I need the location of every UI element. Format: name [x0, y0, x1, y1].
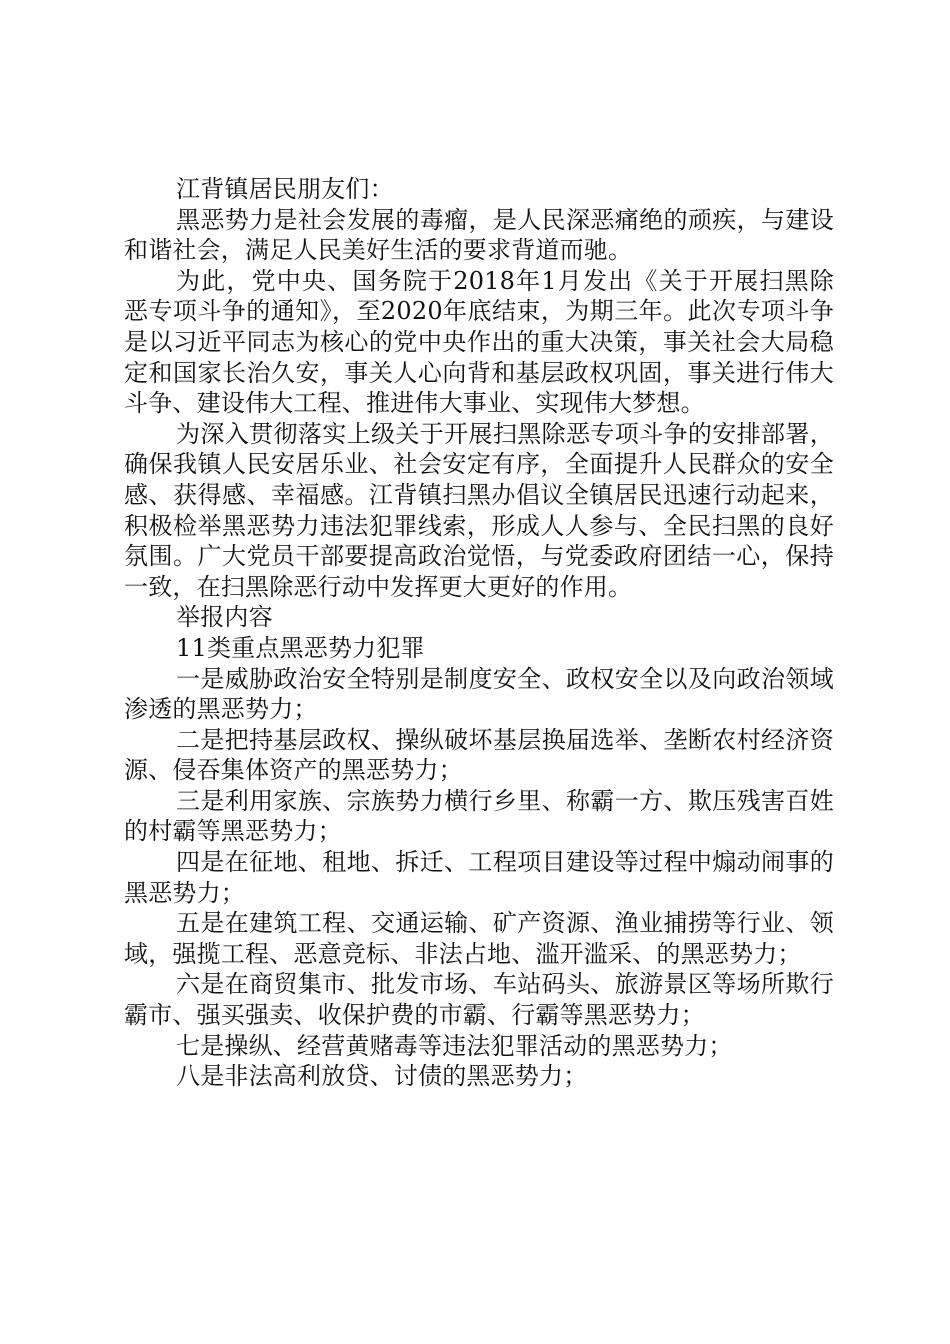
list-item: 三是利用家族、宗族势力横行乡里、称霸一方、欺压残害百姓的村霸等黑恶势力； — [124, 786, 834, 846]
category-heading: 11类重点黑恶势力犯罪 — [176, 633, 425, 662]
list-item: 七是操纵、经营黄赌毒等违法犯罪活动的黑恶势力； — [176, 1031, 733, 1060]
list-item: 八是非法高利放贷、讨债的黑恶势力； — [176, 1062, 588, 1091]
paragraph-1: 黑恶势力是社会发展的毒瘤，是人民深恶痛绝的顽疾，与建设和谐社会，满足人民美好生活的要求背道而驰。 — [124, 205, 834, 265]
list-item: 五是在建筑工程、交通运输、矿产资源、渔业捕捞等行业、领域，强揽工程、恶意竞标、非法占地、滥开滥采、的黑恶势力； — [124, 909, 834, 968]
list-item: 一是威胁政治安全特别是制度安全、政权安全以及向政治领域渗透的黑恶势力； — [124, 664, 834, 724]
report-heading: 举报内容 — [176, 603, 273, 632]
paragraph-3: 为深入贯彻落实上级关于开展扫黑除恶专项斗争的安排部署，确保我镇人民安居乐业、社会安定有序，全面提升人民群众的安全感、获得感、幸福感。江背镇扫黑办倡议全镇居民迅速行动起来，积极检举黑恶势力违法犯罪线索，形成人人参与、全民扫黑的良好氛围。广大党员干部要提高政治觉悟，与党委政府团结一心，保持一致，在扫黑除恶行动中发挥更大更好的作用。 — [124, 419, 834, 601]
list-item: 二是把持基层政权、操纵破坏基层换届选举、垄断农村经济资源、侵吞集体资产的黑恶势力； — [124, 725, 834, 785]
list-item: 四是在征地、租地、拆迁、工程项目建设等过程中煽动闹事的黑恶势力； — [124, 848, 834, 907]
paragraph-2: 为此，党中央、国务院于2018年1月发出《关于开展扫黑除恶专项斗争的通知》，至2020年底结束，为期三年。此次专项斗争是以习近平同志为核心的党中央作出的重大决策，事关社会大局稳定和国家长治久安，事关人心向背和基层政权巩固，事关进行伟大斗争、建设伟大工程、推进伟大事业、实现伟大梦想。 — [124, 266, 834, 418]
document-body — [124, 174, 834, 1092]
list-item: 六是在商贸集市、批发市场、车站码头、旅游景区等场所欺行霸市、强买强卖、收保护费的市霸、行霸等黑恶势力； — [124, 970, 834, 1030]
salutation: 江背镇居民朋友们： — [176, 175, 394, 203]
